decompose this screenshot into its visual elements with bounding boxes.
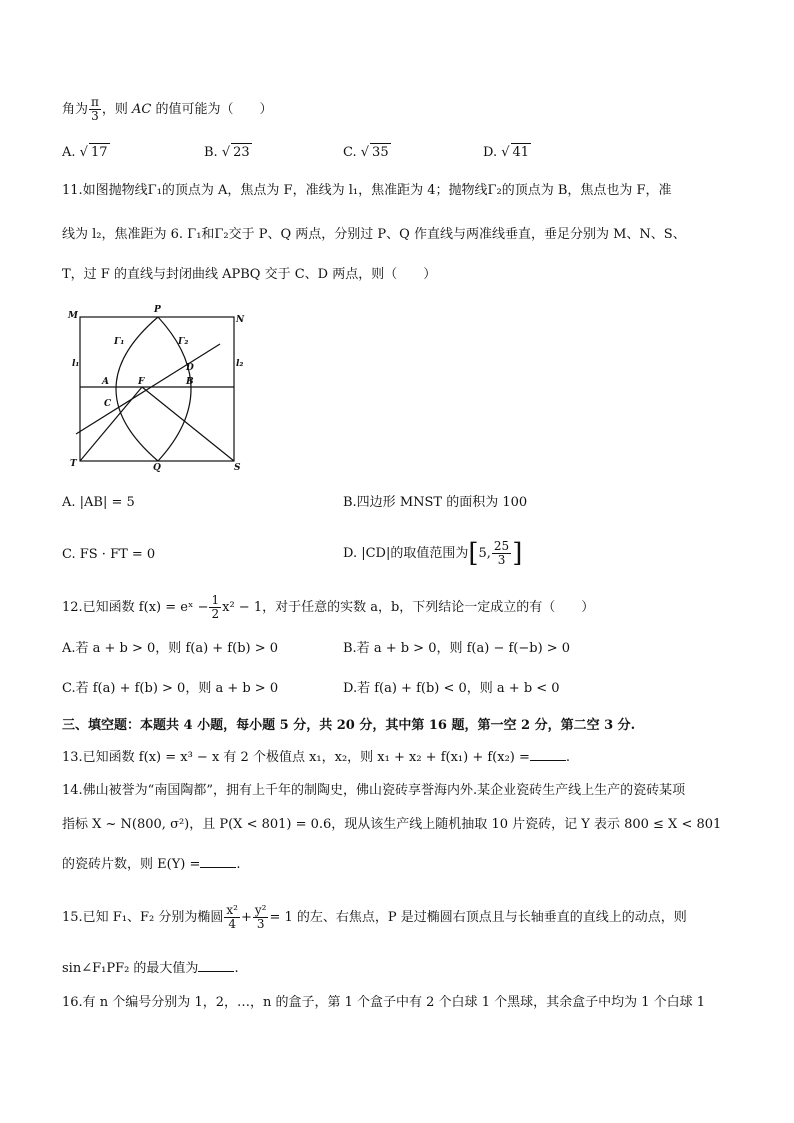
q15-fraction-y xyxy=(253,904,269,931)
q15-end: . xyxy=(234,961,239,976)
label-s: S xyxy=(234,463,241,473)
q10-stem xyxy=(62,96,273,123)
q15-frac1-den: 4 xyxy=(228,917,237,931)
label-b: B xyxy=(186,377,194,387)
q10-option-b-label: B. xyxy=(204,145,218,160)
q10-var: AC xyxy=(132,102,152,117)
q15-fraction-x xyxy=(224,904,240,931)
q10-option-b-value: 23 xyxy=(233,145,250,160)
q15-answer-blank xyxy=(198,971,234,972)
q11-line-1: 11.如图抛物线Γ₁的顶点为 A，焦点为 F，准线为 l₁，焦准距为 4；抛物线Γ₂的顶点为 B，焦点也为 F，准 xyxy=(62,183,672,198)
q10-frac-den: 3 xyxy=(91,109,99,123)
q12-option-a: A.若 a + b > 0，则 f(a) + f(b) > 0 xyxy=(62,641,279,656)
q12-frac-den: 2 xyxy=(211,607,220,621)
q10-frac-num: π xyxy=(91,95,99,109)
q12-option-c: C.若 f(a) + f(b) > 0，则 a + b > 0 xyxy=(62,681,279,696)
rect-mnst xyxy=(80,317,234,461)
q10-option-c: C. √ 35 xyxy=(343,145,389,160)
q15-post: = 1 的左、右焦点，P 是过椭圆右顶点且与长轴垂直的直线上的动点，则 xyxy=(269,910,687,925)
label-f: F xyxy=(138,377,145,387)
q14-line-3 xyxy=(62,856,241,874)
label-p: P xyxy=(154,305,161,315)
q11-option-d-num: 25 xyxy=(493,539,510,553)
label-a: A xyxy=(102,377,109,387)
q15-frac1-num: x² xyxy=(226,903,238,917)
label-gamma2: Γ₂ xyxy=(178,337,189,347)
q11-line-3: T，过 F 的直线与封闭曲线 APBQ 交于 C、D 两点，则（ ） xyxy=(62,267,437,282)
q10-option-a: A. √ 17 xyxy=(62,145,108,160)
q10-angle-fraction xyxy=(89,96,101,123)
q12-option-b: B.若 a + b > 0，则 f(a) − f(−b) > 0 xyxy=(343,641,571,656)
q14-stem: 的瓷砖片数，则 E(Y) = xyxy=(62,857,201,872)
label-d: D xyxy=(186,363,194,373)
q15-pre: 15.已知 F₁、F₂ 分别为椭圆 xyxy=(62,910,224,925)
label-gamma1: Γ₁ xyxy=(114,337,125,347)
q15-frac2-den: 3 xyxy=(256,917,265,931)
q11-option-d-text: D. |CD|的取值范围为 xyxy=(343,546,469,561)
q13-text xyxy=(62,749,570,767)
q12-stem xyxy=(62,594,594,621)
q12-stem-post: x² − 1，对于任意的实数 a，b，下列结论一定成立的有（ ） xyxy=(222,600,595,615)
q14-answer-blank xyxy=(200,867,236,868)
q11-parabola-figure xyxy=(64,300,254,476)
q10-stem-mid: ，则 xyxy=(101,102,133,117)
q12-frac-num: 1 xyxy=(211,593,220,607)
label-c: C xyxy=(104,399,112,409)
q15-frac2-num: y² xyxy=(254,903,267,917)
q13-end: . xyxy=(565,750,571,765)
label-n: N xyxy=(236,315,245,325)
q11-line-2: 线为 l₂，焦准距为 6. Γ₁和Γ₂交于 P、Q 两点，分别过 P、Q 作直线与两准线垂直，垂足分别为 M、N、S、 xyxy=(62,227,686,242)
q15-line-1 xyxy=(62,904,687,932)
q14-end: . xyxy=(236,857,241,872)
q12-stem-pre: 12.已知函数 f(x) = eˣ − xyxy=(62,600,209,615)
q11-option-d-fraction xyxy=(492,540,511,567)
q10-option-a-value: 17 xyxy=(90,145,108,160)
q10-option-c-value: 35 xyxy=(372,145,389,160)
label-q: Q xyxy=(153,463,161,473)
q14-line-2: 指标 X ~ N(800, σ²)，且 P(X < 801) = 0.6，现从该生产线上随机抽取 10 片瓷砖，记 Y 表示 800 ≤ X < 801 xyxy=(62,817,722,832)
section-3-heading: 三、填空题：本题共 4 小题，每小题 5 分，共 20 分，其中第 16 题，第一空 2 分，第二空 3 分. xyxy=(62,718,636,733)
label-t: T xyxy=(70,459,77,469)
label-l2: l₂ xyxy=(236,359,244,369)
q13-answer-blank xyxy=(530,760,566,761)
q12-fraction xyxy=(209,594,221,621)
q11-option-d-left: 5, xyxy=(478,546,491,561)
right-bracket: ] xyxy=(512,538,523,569)
segment-fs xyxy=(142,387,234,461)
q16-line-1: 16.有 n 个编号分别为 1，2，…，n 的盒子，第 1 个盒子中有 2 个白球 1 个黑球，其余盒子中均为 1 个白球 1 xyxy=(62,995,706,1010)
q15-line-2 xyxy=(62,960,239,978)
q12-option-d: D.若 f(a) + f(b) < 0，则 a + b < 0 xyxy=(343,681,560,696)
q14-line-1: 14.佛山被誉为“南国陶都”，拥有上千年的制陶史，佛山瓷砖享誉海内外.某企业瓷砖生产线上生产的瓷砖某项 xyxy=(62,783,686,798)
line-through-f xyxy=(76,344,220,434)
q11-option-d-den: 3 xyxy=(497,553,506,567)
q11-option-c: C. FS · FT = 0 xyxy=(62,547,156,562)
left-bracket: [ xyxy=(468,538,479,569)
q10-option-b: B. √ 23 xyxy=(204,145,250,160)
label-l1: l₁ xyxy=(72,359,80,369)
q11-option-b: B.四边形 MNST 的面积为 100 xyxy=(343,495,528,510)
label-m: M xyxy=(68,311,78,321)
q15-plus: + xyxy=(240,910,252,925)
q15-stem-2: sin∠F₁PF₂ 的最大值为 xyxy=(62,961,199,976)
q10-option-d-label: D. xyxy=(483,145,498,160)
q10-stem-end: 的值可能为（ ） xyxy=(151,102,273,117)
q10-option-d-value: 41 xyxy=(512,145,530,160)
q10-option-c-label: C. xyxy=(343,145,357,160)
q10-option-a-label: A. xyxy=(62,145,76,160)
q11-option-d xyxy=(343,538,522,570)
q10-stem-start: 角为 xyxy=(62,102,89,117)
q10-option-d: D. √ 41 xyxy=(483,145,530,160)
q11-option-a: A. |AB| = 5 xyxy=(62,495,135,510)
q13-stem: 13.已知函数 f(x) = x³ − x 有 2 个极值点 x₁，x₂，则 x₁ + x₂ + f(x₁) + f(x₂) = xyxy=(62,750,530,765)
